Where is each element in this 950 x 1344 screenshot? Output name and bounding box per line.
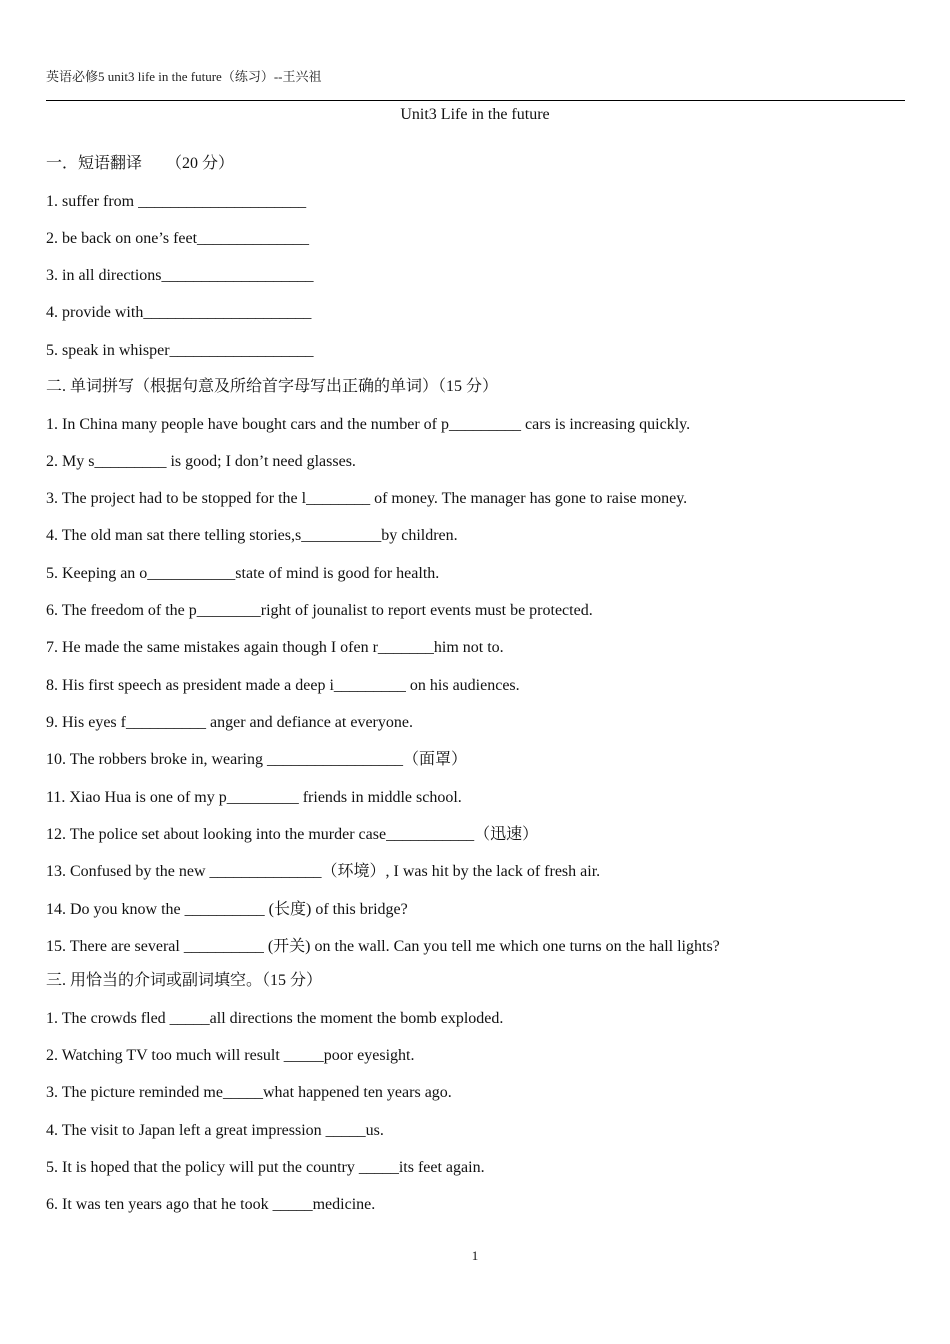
s2-item-10: 10. The robbers broke in, wearing _________________（面罩）	[46, 751, 467, 768]
s2-item-5: 5. Keeping an o___________state of mind is good for health.	[46, 565, 440, 582]
s3-item-1: 1. The crowds fled _____all directions the moment the bomb exploded.	[46, 1010, 504, 1027]
s1-item-4: 4. provide with_____________________	[46, 304, 312, 321]
s2-item-4: 4. The old man sat there telling stories,s__________by children.	[46, 527, 458, 544]
s2-item-13: 13. Confused by the new ______________（环境）, I was hit by the lack of fresh air.	[46, 863, 601, 880]
s2-item-2: 2. My s_________ is good; I don’t need glasses.	[46, 453, 356, 470]
section-1-heading: 一．短语翻译 （20 分）	[46, 155, 235, 172]
s2-item-9: 9. His eyes f__________ anger and defiance at everyone.	[46, 714, 413, 731]
page-title: Unit3 Life in the future	[400, 106, 550, 123]
s2-item-8: 8. His first speech as president made a deep i_________ on his audiences.	[46, 677, 520, 694]
s2-item-15: 15. There are several __________ (开关) on the wall. Can you tell me which one turns on the hall lights?	[46, 938, 720, 955]
s1-item-2: 2. be back on one’s feet______________	[46, 230, 310, 247]
s2-item-1: 1. In China many people have bought cars and the number of p_________ cars is increasing quickly.	[46, 416, 691, 433]
s3-item-6: 6. It was ten years ago that he took _____medicine.	[46, 1196, 376, 1213]
s3-item-5: 5. It is hoped that the policy will put the country _____its feet again.	[46, 1159, 485, 1176]
running-header: 英语必修5 unit3 life in the future（练习）--王兴祖	[46, 69, 322, 84]
section-3-heading: 三. 用恰当的介词或副词填空。（15 分）	[46, 972, 323, 989]
header-divider	[46, 100, 905, 101]
s1-item-5: 5. speak in whisper__________________	[46, 342, 314, 359]
s2-item-7: 7. He made the same mistakes again though I ofen r_______him not to.	[46, 639, 504, 656]
section-2-heading: 二. 单词拼写（根据句意及所给首字母写出正确的单词）（15 分）	[46, 378, 499, 395]
s1-item-1: 1. suffer from _____________________	[46, 193, 307, 210]
s3-item-3: 3. The picture reminded me_____what happened ten years ago.	[46, 1084, 452, 1101]
s2-item-3: 3. The project had to be stopped for the l________ of money. The manager has gone to raise money.	[46, 490, 688, 507]
exercise-content	[46, 150, 916, 1215]
s1-item-3: 3. in all directions___________________	[46, 267, 314, 284]
s2-item-6: 6. The freedom of the p________right of jounalist to report events must be protected.	[46, 602, 593, 619]
s3-item-2: 2. Watching TV too much will result _____poor eyesight.	[46, 1047, 415, 1064]
s3-item-4: 4. The visit to Japan left a great impression _____us.	[46, 1122, 384, 1139]
s2-item-14: 14. Do you know the __________ (长度) of this bridge?	[46, 901, 408, 918]
s2-item-12: 12. The police set about looking into the murder case___________（迅速）	[46, 826, 539, 843]
page-number: 1	[471, 1248, 479, 1263]
s2-item-11: 11. Xiao Hua is one of my p_________ friends in middle school.	[46, 789, 462, 806]
